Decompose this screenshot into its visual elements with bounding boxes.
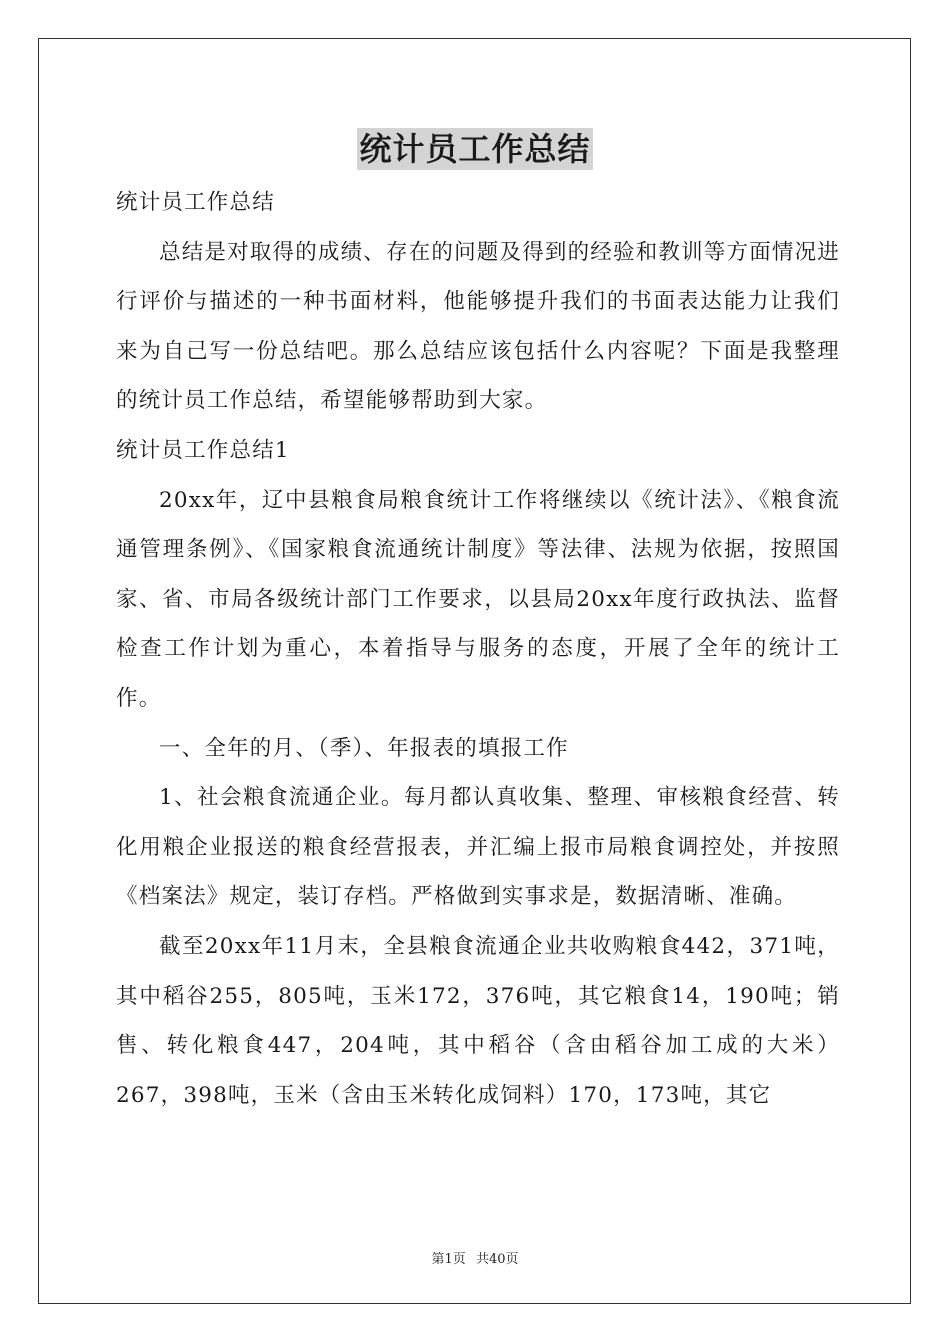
subsection-heading: 一、全年的月、（季）、年报表的填报工作 — [159, 735, 569, 761]
section-heading: 统计员工作总结 — [116, 190, 275, 215]
page-footer — [0, 1248, 950, 1267]
page-total: 共40页 — [475, 1252, 519, 1267]
body-paragraph: 截至20xx年11月末，全县粮食流通企业共收购粮食442，371吨，其中稻谷255，805吨，玉米172，376吨，其它粮食14，190吨；销售、转化粮食447，204吨，其中稻谷（含由稻谷加工成的大米）267，398吨，玉米（含由玉米转化成饲料）170，173吨，其它 — [116, 933, 840, 1108]
body-paragraph: 20xx年，辽中县粮食局粮食统计工作将继续以《统计法》、《粮食流通管理条例》、《国家粮食流通统计制度》等法律、法规为依据，按照国家、省、市局各级统计部门工作要求，以县局20xx年度行政执法、监督检查工作计划为重心，本着指导与服务的态度，开展了全年的统计工作。 — [116, 487, 840, 711]
title-wrap — [0, 128, 950, 170]
intro-paragraph: 总结是对取得的成绩、存在的问题及得到的经验和教训等方面情况进行评价与描述的一种书面材料，他能够提升我们的书面表达能力让我们来为自己写一份总结吧。那么总结应该包括什么内容呢？下面是我整理的统计员工作总结，希望能够帮助到大家。 — [116, 239, 841, 414]
section-heading: 统计员工作总结1 — [116, 437, 290, 463]
document-body — [116, 178, 840, 1120]
page-number: 第1页 — [431, 1252, 466, 1267]
document-title: 统计员工作总结 — [359, 130, 591, 168]
body-paragraph: 1、社会粮食流通企业。每月都认真收集、整理、审核粮食经营、转化用粮企业报送的粮食经营报表，并汇编上报市局粮食调控处，并按照《档案法》规定，装订存档。严格做到实事求是，数据清晰、准确。 — [116, 785, 840, 910]
